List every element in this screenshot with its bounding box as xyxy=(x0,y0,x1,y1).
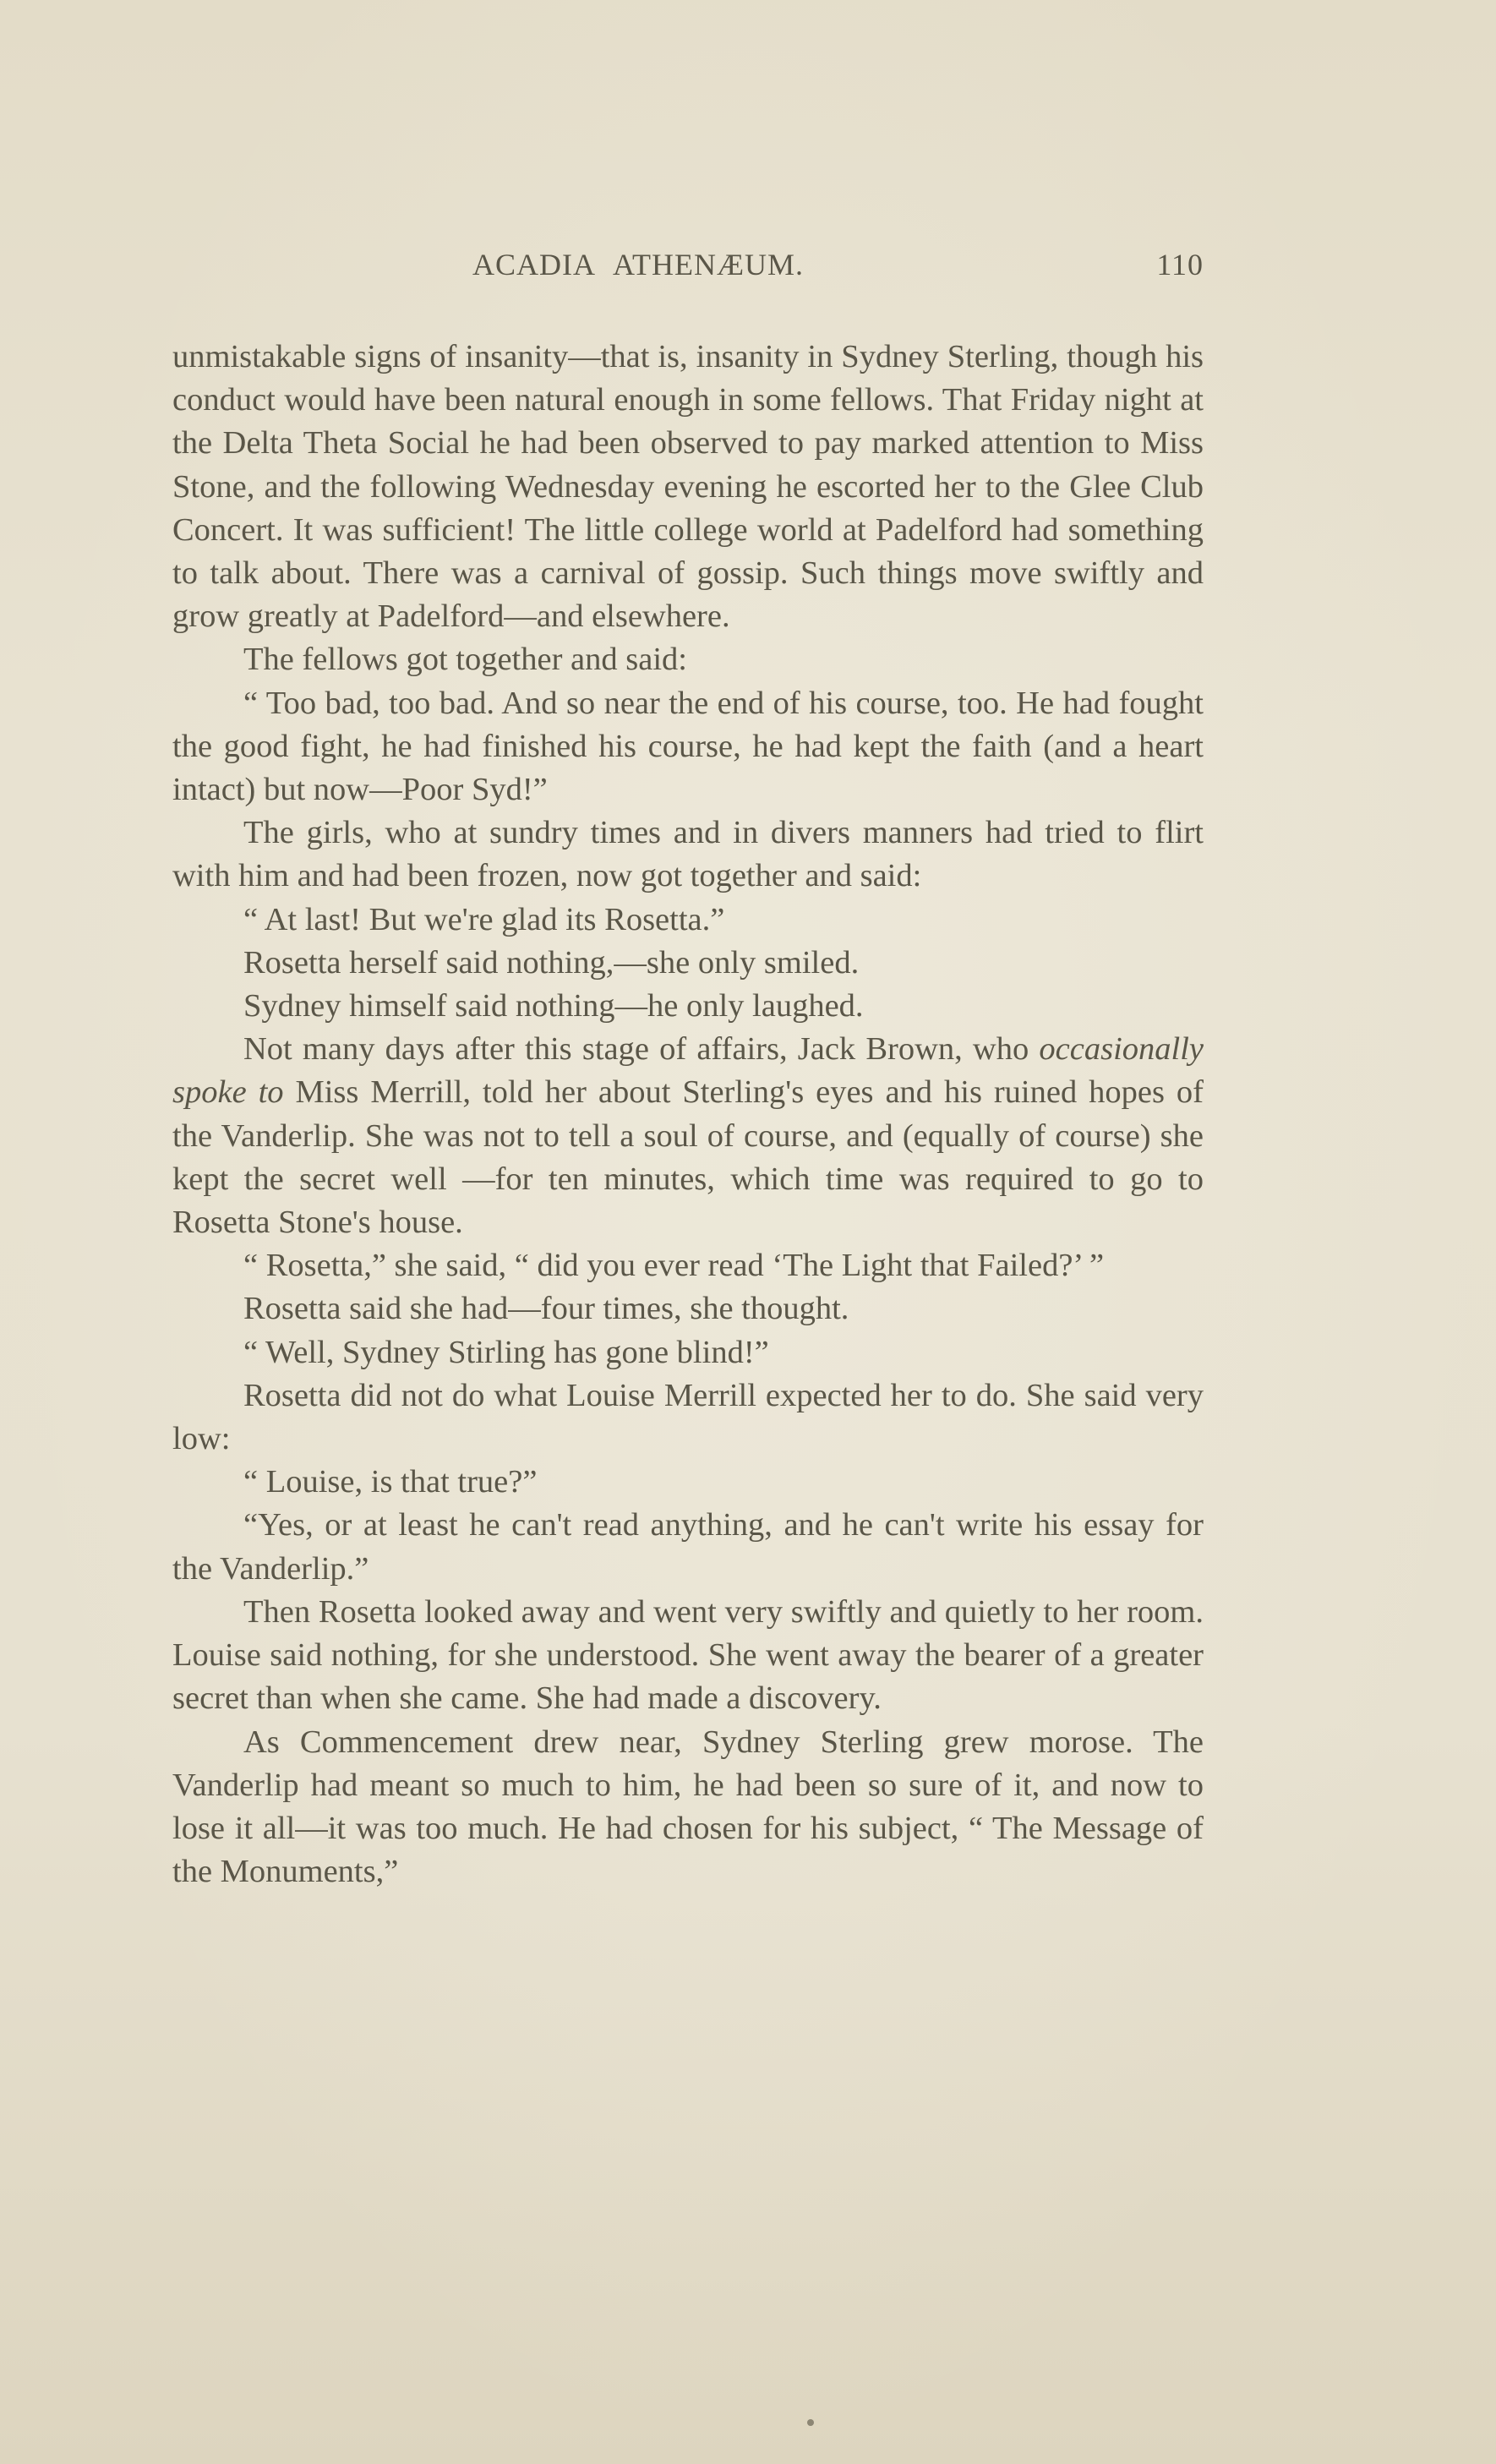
paragraph: Then Rosetta looked away and went very swiftly and quietly to her room. Louise said nothing, for she understood. She went away the bearer of a greater secret than when she came. She had made a discovery. xyxy=(172,1593,1204,1717)
paragraph: Rosetta said she had—four times, she thought. xyxy=(243,1291,849,1327)
italic-phrase: occasionally spoke to xyxy=(172,1031,1204,1111)
paragraph xyxy=(172,1028,1204,1244)
paragraph: The girls, who at sundry times and in divers manners had tried to flirt with him and had been frozen, now got together and said: xyxy=(172,815,1204,894)
paragraph: “ Well, Sydney Stirling has gone blind!” xyxy=(243,1334,769,1370)
paragraph: Rosetta did not do what Louise Merrill expected her to do. She said very low: xyxy=(172,1377,1204,1457)
paragraph: Rosetta herself said nothing,—she only smiled. xyxy=(243,944,860,981)
paragraph-text: Not many days after this stage of affairs, Jack Brown, who xyxy=(243,1031,1040,1068)
paragraph: The fellows got together and said: xyxy=(243,642,687,678)
running-title: ACADIA ATHENÆUM. xyxy=(472,248,805,281)
paragraph: “ Louise, is that true?” xyxy=(243,1464,538,1500)
paragraph: “ At last! But we're glad its Rosetta.” xyxy=(243,901,725,937)
paragraph: “Yes, or at least he can't read anything, and he can't write his essay for the Vanderlip.” xyxy=(172,1507,1204,1587)
paragraph: “ Too bad, too bad. And so near the end of his course, too. He had fought the good fight, he had finished his course, he had kept the faith (and a heart intact) but now—Poor Syd!” xyxy=(172,685,1204,808)
paragraph: As Commencement drew near, Sydney Sterling grew morose. The Vanderlip had meant so much to him, he had been so sure of it, and now to lose it all—it was too much. He had chosen for his subject, “ The Message of the Monuments,” xyxy=(172,1724,1204,1890)
running-head xyxy=(172,247,1204,289)
body-text xyxy=(172,336,1204,1893)
paper-speck xyxy=(807,2419,814,2426)
paragraph: “ Rosetta,” she said, “ did you ever read ‘The Light that Failed?’ ” xyxy=(243,1248,1105,1284)
paragraph: unmistakable signs of insanity—that is, insanity in Sydney Sterling, though his conduct would have been natural enough in some fellows. That Friday night at the Delta Theta Social he had been observed to pay marked attention to Miss Stone, and the following Wednesday evening he escorted her to the Glee Club Concert. It was sufficient! The little college world at Padelford had something to talk about. There was a carnival of gossip. Such things move swiftly and grow greatly at Padelford—and elsewhere. xyxy=(172,339,1204,635)
paragraph: Sydney himself said nothing—he only laughed. xyxy=(243,988,864,1024)
paragraph-text: Miss Merrill, told her about Sterling's eyes and his ruined hopes of the Vanderlip. She was not to tell a soul of course, and (equally of course) she kept the secret well —for ten minutes, which time was required to go to Rosetta Stone's house. xyxy=(172,1074,1204,1241)
page-number: 110 xyxy=(1156,248,1204,281)
